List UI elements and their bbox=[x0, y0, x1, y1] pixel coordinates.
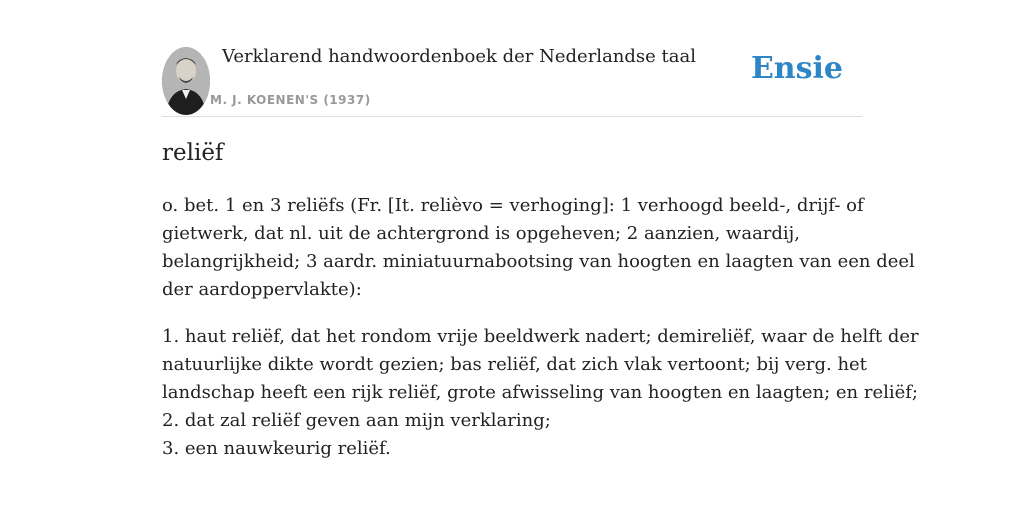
author-portrait-icon bbox=[162, 47, 210, 115]
example-line: 3. een nauwkeurig reliëf. bbox=[162, 438, 391, 459]
entry-headword: reliëf bbox=[162, 140, 224, 166]
example-line: 2. dat zal reliëf geven aan mijn verklaring; bbox=[162, 410, 551, 431]
example-line: natuurlijke dikte wordt gezien; bas reliëf, dat zich vlak vertoont; bij verg. het bbox=[162, 354, 867, 375]
example-line: landschap heeft een rijk reliëf, grote afwisseling van hoogten en laagten; en reliëf; bbox=[162, 382, 918, 403]
definition-line: o. bet. 1 en 3 reliëfs (Fr. [It. relièvo = verhoging]: 1 verhoogd beeld-, drijf- of bbox=[162, 195, 864, 216]
book-title: Verklarend handwoordenboek der Nederlandse taal bbox=[222, 46, 696, 67]
author-label: M. J. KOENEN'S (1937) bbox=[210, 93, 371, 107]
definition-line: der aardoppervlakte): bbox=[162, 279, 362, 300]
definition-line: gietwerk, dat nl. uit de achtergrond is opgeheven; 2 aanzien, waardij, bbox=[162, 223, 800, 244]
page-container bbox=[162, 0, 919, 459]
definition-line: belangrijkheid; 3 aardr. miniatuurnabootsing van hoogten en laagten van een deel bbox=[162, 251, 915, 272]
entry-examples bbox=[162, 323, 919, 463]
brand-logo-link[interactable]: Ensie bbox=[750, 51, 843, 86]
entry-definition bbox=[162, 192, 915, 304]
example-line: 1. haut reliëf, dat het rondom vrije beeldwerk nadert; demireliëf, waar de helft der bbox=[162, 326, 919, 347]
site-header bbox=[162, 0, 862, 117]
